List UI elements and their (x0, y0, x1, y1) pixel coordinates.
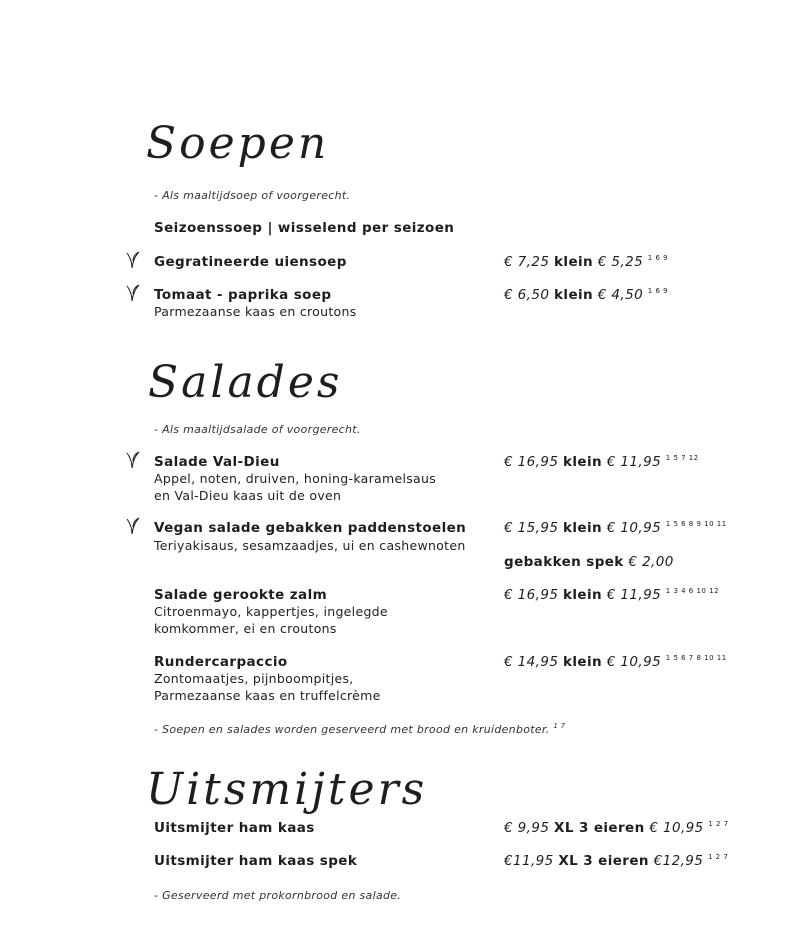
leaf-icon (126, 451, 140, 469)
menu-item-description: komkommer, ei en croutons (154, 621, 337, 636)
leaf-icon (126, 251, 140, 269)
section-title-uitsmijters: Uitsmijters (146, 764, 428, 815)
menu-item-price: € 16,95 klein € 11,95 $^{1 3 4 6 10 12}$ (504, 587, 720, 603)
menu-item-price: € 15,95 klein € 10,95 $^{1 5 6 8 9 10 11}$ (504, 520, 727, 536)
menu-item-price: € 14,95 klein € 10,95 $^{1 5 6 7 8 10 11}$ (504, 654, 727, 670)
menu-item-name: Seizoenssoep | wisselend per seizoen (154, 220, 455, 236)
menu-item-price: € 7,25 klein € 5,25 $^{1 6 9}$ (504, 254, 669, 270)
menu-item-description: en Val-Dieu kaas uit de oven (154, 488, 342, 503)
menu-item-description: Teriyakisaus, sesamzaadjes, ui en cashewnoten (154, 538, 466, 553)
section-note-soepen: - Als maaltijdsoep of voorgerecht. (154, 189, 351, 202)
uitsmijters-note: - Geserveerd met prokornbrood en salade. (154, 889, 402, 902)
leaf-icon (126, 517, 140, 535)
menu-item-price: € 6,50 klein € 4,50 $^{1 6 9}$ (504, 287, 669, 303)
menu-item-extra: gebakken spek € 2,00 (504, 554, 674, 570)
menu-item-name: Uitsmijter ham kaas spek (154, 853, 358, 869)
menu-item-name: Salade gerookte zalm (154, 587, 328, 603)
menu-item-name: Rundercarpaccio (154, 654, 288, 670)
menu-item-price: € 16,95 klein € 11,95 $^{1 5 7 12}$ (504, 454, 699, 470)
menu-item-name: Salade Val-Dieu (154, 454, 280, 470)
menu-item-name: Uitsmijter ham kaas (154, 820, 315, 836)
menu-item-name: Vegan salade gebakken paddenstoelen (154, 520, 467, 536)
salades-footer-note: - Soepen en salades worden geserveerd met brood en kruidenboter. $^{1 7}$ (154, 722, 566, 736)
menu-item-price: €11,95 XL 3 eieren €12,95 $^{1 2 7}$ (504, 853, 729, 869)
menu-item-name: Tomaat - paprika soep (154, 287, 332, 303)
menu-item-description: Appel, noten, druiven, honing-karamelsaus (154, 471, 437, 486)
section-title-salades: Salades (148, 357, 343, 408)
menu-item-description: Zontomaatjes, pijnboompitjes, (154, 671, 354, 686)
section-title-soepen: Soepen (146, 118, 330, 169)
menu-item-name: Gegratineerde uiensoep (154, 254, 347, 270)
menu-item-description: Citroenmayo, kappertjes, ingelegde (154, 604, 388, 619)
menu-item-description: Parmezaanse kaas en croutons (154, 304, 357, 319)
leaf-icon (126, 284, 140, 302)
menu-item-description: Parmezaanse kaas en truffelcrème (154, 688, 381, 703)
section-note-salades: - Als maaltijdsalade of voorgerecht. (154, 423, 361, 436)
menu-item-price: € 9,95 XL 3 eieren € 10,95 $^{1 2 7}$ (504, 820, 729, 836)
